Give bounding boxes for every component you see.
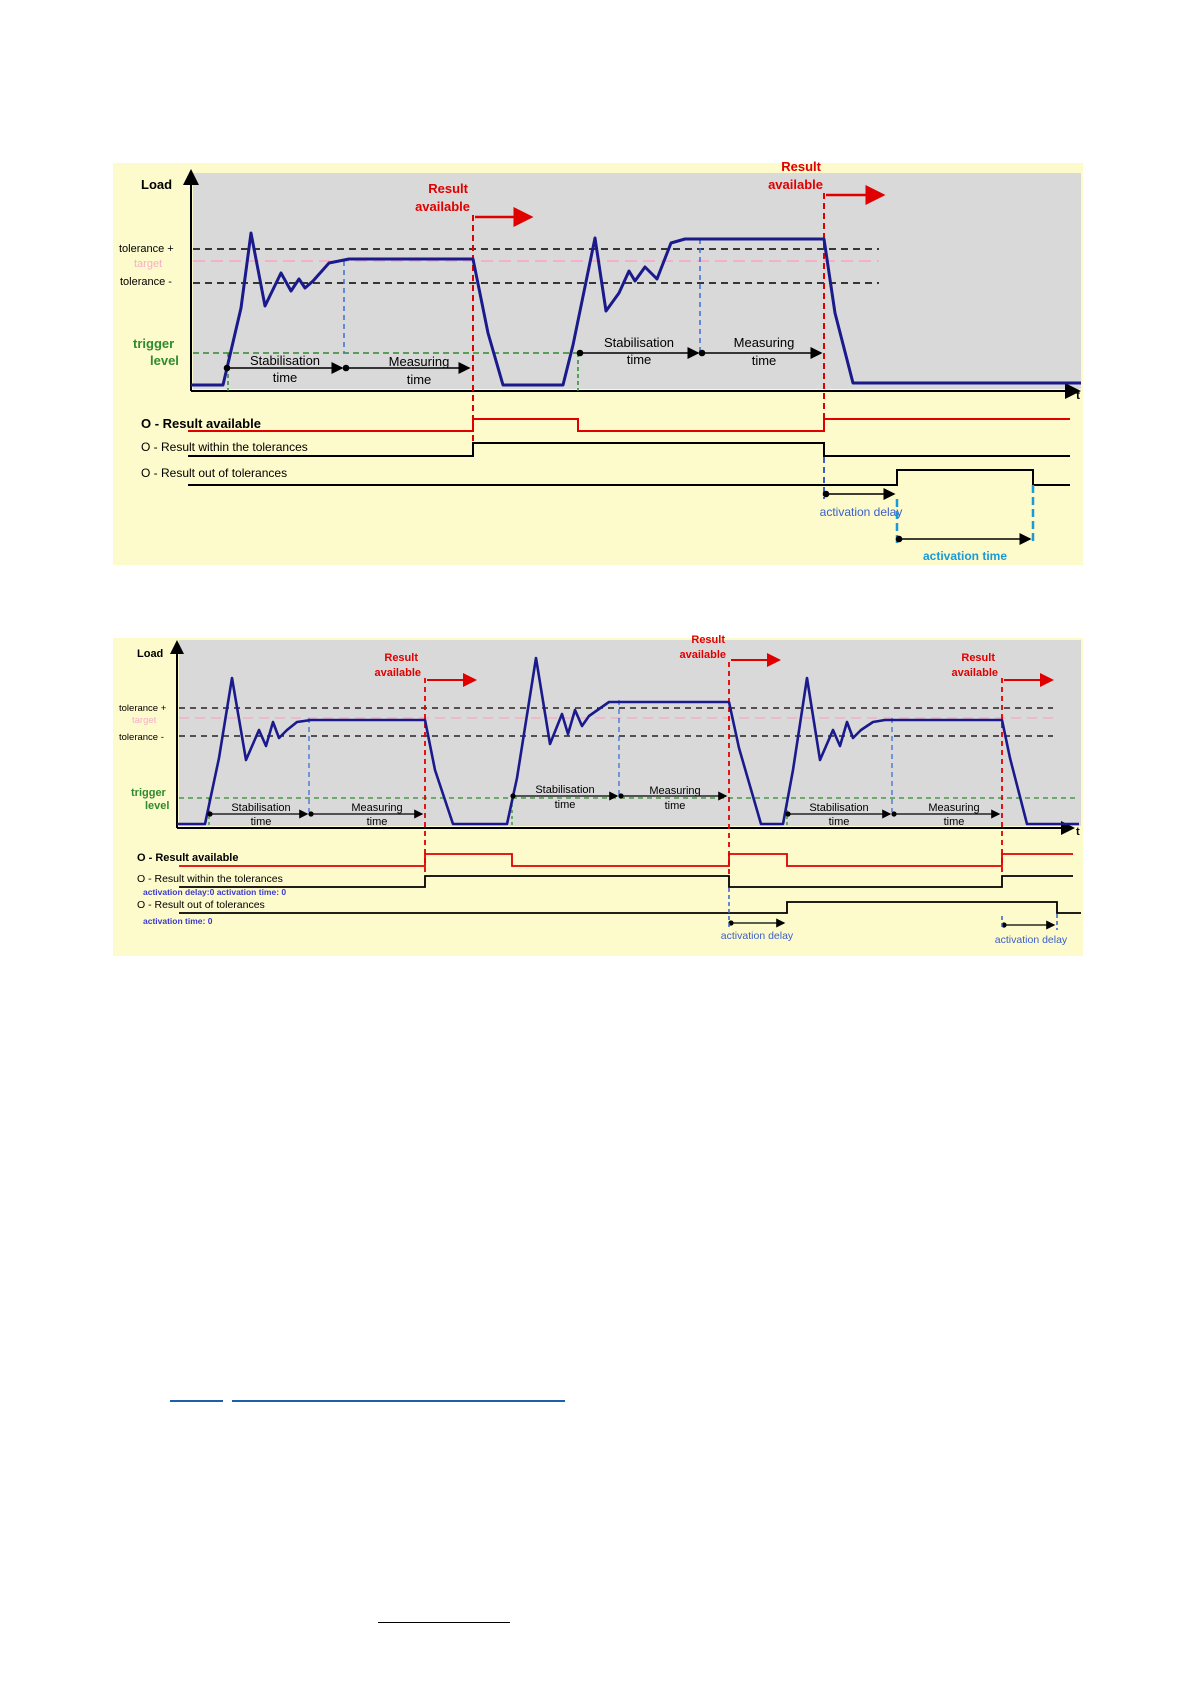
result-label-2a: Result — [781, 159, 821, 174]
signal-out-label: O - Result out of tolerances — [137, 899, 265, 911]
stabilisation-label-1: Stabilisation — [231, 802, 291, 814]
load-axis-label: Load — [137, 648, 164, 660]
footnote-rule — [378, 1622, 510, 1623]
result-label-1b: available — [415, 199, 470, 214]
measuring-label-2: Measuring — [649, 785, 701, 797]
result-label-2b: available — [679, 649, 726, 661]
tolerance-minus-label: tolerance - — [119, 732, 164, 743]
measuring-label-3: Measuring — [928, 802, 980, 814]
activation-delay-label-2: activation delay — [994, 934, 1068, 946]
stabilisation-label-1: Stabilisation — [249, 353, 321, 368]
result-label-1b: available — [374, 667, 421, 679]
signal-out-trace — [179, 902, 1081, 913]
signal-out-label: O - Result out of tolerances — [141, 466, 288, 480]
measuring-label-2: Measuring — [733, 335, 795, 350]
trigger-label: trigger — [133, 336, 175, 351]
result-label-3a: Result — [961, 652, 995, 664]
measuring-time-label-3: time — [943, 816, 965, 828]
signal-out-trace — [188, 470, 1070, 485]
result-label-1a: Result — [428, 181, 468, 196]
stabilisation-time-label-1: time — [250, 816, 272, 828]
activation-delay-label: activation delay — [819, 505, 903, 519]
level-label: level — [150, 353, 179, 368]
signal-result-available-trace — [188, 419, 1070, 431]
time-axis-label: t — [1076, 826, 1080, 838]
measuring-time-label-1: time — [366, 816, 388, 828]
stabilisation-time-label-2: time — [554, 799, 576, 811]
target-label: target — [134, 258, 163, 270]
timing-diagram-2 — [113, 634, 1083, 956]
stabilisation-label-3: Stabilisation — [809, 802, 869, 814]
timing-diagram-1-svg — [113, 159, 1083, 565]
stabilisation-time-label-1: time — [272, 370, 298, 385]
note-within-label: activation delay:0 activation time: 0 — [143, 887, 287, 897]
measuring-time-label-2: time — [751, 353, 777, 368]
signal-result-available-label: O - Result available — [141, 416, 261, 431]
timing-diagram-1 — [113, 159, 1083, 565]
stabilisation-label-2: Stabilisation — [603, 335, 675, 350]
result-label-2b: available — [768, 177, 823, 192]
signal-result-available-label: O - Result available — [137, 852, 239, 864]
time-axis-label: t — [1076, 388, 1080, 402]
level-label: level — [145, 800, 170, 812]
signal-result-available-trace — [179, 854, 1073, 866]
signal-within-trace — [179, 876, 1073, 887]
tolerance-plus-label: tolerance + — [119, 703, 167, 714]
measuring-time-label-1: time — [406, 372, 432, 387]
tolerance-minus-label: tolerance - — [120, 276, 172, 288]
signal-within-trace — [188, 443, 1070, 456]
load-axis-label: Load — [141, 177, 173, 192]
tolerance-plus-label: tolerance + — [119, 243, 174, 255]
note-out-label: activation time: 0 — [143, 916, 213, 926]
result-label-1a: Result — [384, 652, 418, 664]
stabilisation-time-label-3: time — [828, 816, 850, 828]
measuring-label-1: Measuring — [388, 354, 450, 369]
target-label: target — [132, 715, 157, 726]
hyperlink-underline-short — [170, 1400, 223, 1402]
measuring-label-1: Measuring — [351, 802, 403, 814]
timing-diagram-2-svg — [113, 634, 1083, 956]
result-label-3b: available — [951, 667, 998, 679]
activation-delay-label-1: activation delay — [720, 930, 794, 942]
hyperlink-underline-long — [232, 1400, 565, 1402]
measuring-time-label-2: time — [664, 800, 686, 812]
trigger-label: trigger — [131, 787, 166, 799]
signal-within-label: O - Result within the tolerances — [141, 440, 308, 454]
result-label-2a: Result — [691, 634, 725, 646]
signal-within-label: O - Result within the tolerances — [137, 873, 283, 885]
activation-time-label: activation time — [922, 549, 1008, 563]
stabilisation-label-2: Stabilisation — [535, 784, 595, 796]
stabilisation-time-label-2: time — [626, 352, 652, 367]
